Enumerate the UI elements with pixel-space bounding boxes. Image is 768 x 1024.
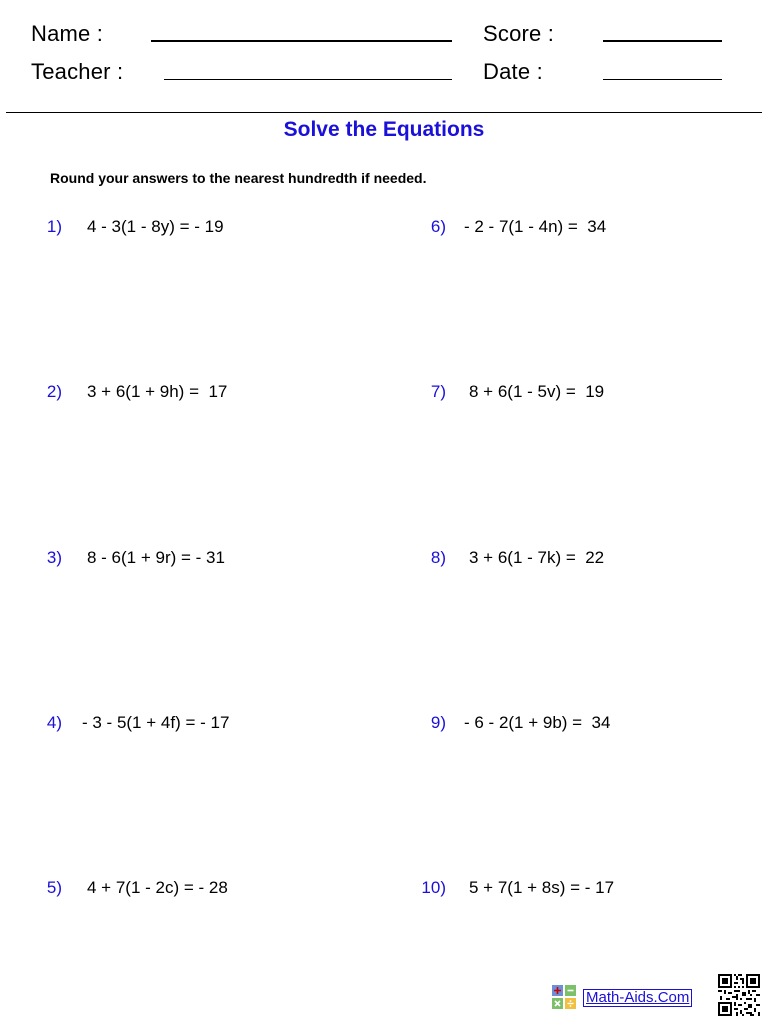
problem-item xyxy=(384,878,764,900)
name-label: Name : xyxy=(31,21,104,46)
problem-item xyxy=(384,382,764,404)
problem-item xyxy=(0,878,380,900)
problem-number: 3) xyxy=(46,548,62,567)
worksheet-title: Solve the Equations xyxy=(283,118,485,141)
instructions-text: Round your answers to the nearest hundredth if needed. xyxy=(50,170,427,186)
problem-item xyxy=(384,548,764,570)
problem-equation: 4 + 7(1 - 2c) = - 28 xyxy=(87,878,228,897)
problem-equation: - 3 - 5(1 + 4f) = - 17 xyxy=(82,713,230,732)
problem-number: 10) xyxy=(421,878,446,897)
date-field-line[interactable] xyxy=(603,79,722,80)
problem-item xyxy=(0,382,380,404)
problem-equation: 3 + 6(1 - 7k) = 22 xyxy=(469,548,605,567)
problem-equation: 8 + 6(1 - 5v) = 19 xyxy=(469,382,605,401)
problem-equation: - 2 - 7(1 - 4n) = 34 xyxy=(464,217,607,236)
score-field-line[interactable] xyxy=(603,40,722,42)
problem-equation: 8 - 6(1 + 9r) = - 31 xyxy=(87,548,225,567)
problem-number: 2) xyxy=(46,382,62,401)
problem-equation: 3 + 6(1 + 9h) = 17 xyxy=(87,382,228,401)
problem-number: 1) xyxy=(46,217,62,236)
problem-item xyxy=(384,217,764,239)
math-aids-logo-icon xyxy=(552,985,576,1009)
problem-equation: 5 + 7(1 + 8s) = - 17 xyxy=(469,878,615,897)
problem-number: 8) xyxy=(430,548,446,567)
problem-item xyxy=(0,713,380,735)
date-label: Date : xyxy=(483,59,543,84)
problem-number: 9) xyxy=(430,713,446,732)
problem-item xyxy=(0,217,380,239)
header-divider xyxy=(6,112,762,113)
teacher-field-line[interactable] xyxy=(164,79,452,80)
problem-equation: - 6 - 2(1 + 9b) = 34 xyxy=(464,713,611,732)
teacher-label: Teacher : xyxy=(31,59,124,84)
problem-item xyxy=(384,713,764,735)
problem-number: 4) xyxy=(46,713,62,732)
problem-equation: 4 - 3(1 - 8y) = - 19 xyxy=(87,217,224,236)
problem-number: 6) xyxy=(430,217,446,236)
problem-item xyxy=(0,548,380,570)
name-field-line[interactable] xyxy=(151,40,452,42)
problem-number: 7) xyxy=(430,382,446,401)
score-label: Score : xyxy=(483,21,555,46)
math-aids-link[interactable]: Math-Aids.Com xyxy=(583,989,692,1007)
qr-code-icon xyxy=(718,974,760,1016)
problem-number: 5) xyxy=(46,878,62,897)
